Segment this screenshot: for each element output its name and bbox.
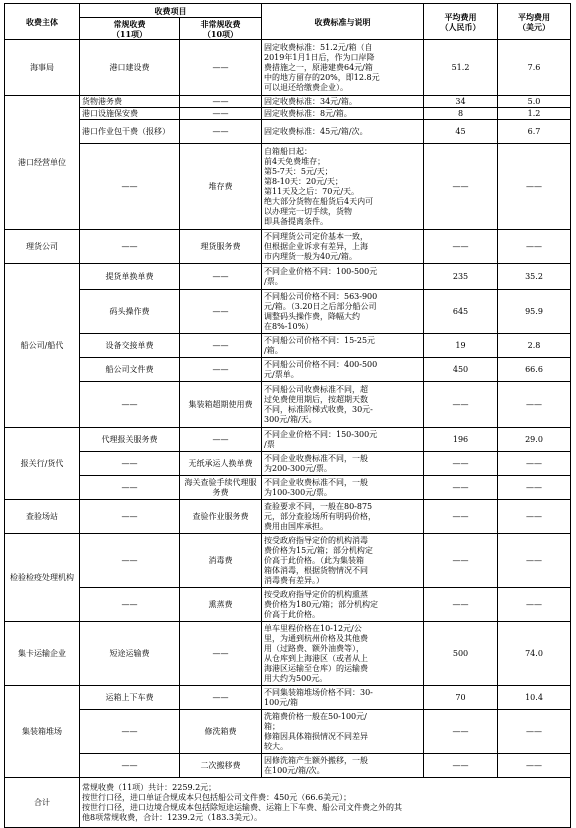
regular-fee-cell: 提货单换单费 xyxy=(80,264,180,290)
non-regular-fee-cell: —— xyxy=(180,120,262,144)
avg-rmb-cell: 8 xyxy=(424,108,498,120)
avg-usd-cell: —— xyxy=(498,754,571,778)
non-regular-fee-cell: 修洗箱费 xyxy=(180,710,262,754)
fee-description: 按受政府指导定价的机构消毒 费价格为15元/箱；部分机构定 价高于此价格。（此为集装箱 箱体消毒，根据货物情况不同 消毒费有差异。） xyxy=(262,534,424,588)
header-item-group: 收费项目 xyxy=(80,4,262,18)
table-row xyxy=(5,452,571,476)
avg-rmb-cell: 70 xyxy=(424,686,498,710)
non-regular-fee-cell: —— xyxy=(180,622,262,686)
avg-rmb-cell: 645 xyxy=(424,290,498,334)
fee-description: 自箱船日起： 前4天免费堆存； 第5-7天：5元/天； 第8-10天：20元/天； 第11天及之后：70元/天。 绝大部分货物在船货后4天内可 以办理完一切手续，货物 即具备提离条件。 xyxy=(262,144,424,230)
avg-usd-cell: —— xyxy=(498,500,571,534)
table-row xyxy=(5,358,571,382)
table-row xyxy=(5,144,571,230)
regular-fee-cell: 代理报关服务费 xyxy=(80,428,180,452)
fee-description: 洗箱费价格一般在50-100元/ 箱； 修箱因具体箱损情况不同差异 较大。 xyxy=(262,710,424,754)
avg-usd-cell: 66.6 xyxy=(498,358,571,382)
avg-usd-cell: —— xyxy=(498,588,571,622)
regular-fee-cell: —— xyxy=(80,476,180,500)
avg-usd-cell: 1.2 xyxy=(498,108,571,120)
avg-rmb-cell: 450 xyxy=(424,358,498,382)
non-regular-fee-cell: 无纸承运人换单费 xyxy=(180,452,262,476)
avg-usd-cell: 2.8 xyxy=(498,334,571,358)
avg-rmb-cell: —— xyxy=(424,588,498,622)
regular-fee-cell: —— xyxy=(80,500,180,534)
fee-description: 不同企业价格不同：100-500元 /票。 xyxy=(262,264,424,290)
subject-cell: 检验检疫处理机构 xyxy=(5,534,80,622)
fee-description: 不同船公司价格不同：400-500 元/票单。 xyxy=(262,358,424,382)
table-row xyxy=(5,754,571,778)
non-regular-fee-cell: 集装箱超期使用费 xyxy=(180,382,262,428)
regular-fee-cell: —— xyxy=(80,588,180,622)
non-regular-fee-cell: 海关查验手续代理服务费 xyxy=(180,476,262,500)
regular-fee-cell: 短途运输费 xyxy=(80,622,180,686)
table-row xyxy=(5,96,571,108)
avg-usd-cell: —— xyxy=(498,382,571,428)
fee-description: 固定收费标准：34元/箱。 xyxy=(262,96,424,108)
fee-description: 固定收费标准：51.2元/箱（自 2019年1月1日后，作为口岸降 费措施之一，原港建费64元/箱 中的地方留存的20%，即12.8元 可以退还给缴费企业）。 xyxy=(262,40,424,96)
avg-rmb-cell: —— xyxy=(424,500,498,534)
avg-rmb-cell: —— xyxy=(424,230,498,264)
non-regular-fee-cell: —— xyxy=(180,358,262,382)
fee-description: 不同集装箱堆场价格不同：30- 100元/箱 xyxy=(262,686,424,710)
avg-rmb-cell: 196 xyxy=(424,428,498,452)
avg-rmb-cell: —— xyxy=(424,476,498,500)
table-row xyxy=(5,264,571,290)
subject-cell: 海事局 xyxy=(5,40,80,96)
table-row xyxy=(5,710,571,754)
avg-rmb-cell: —— xyxy=(424,534,498,588)
avg-usd-cell: 6.7 xyxy=(498,120,571,144)
avg-rmb-cell: —— xyxy=(424,452,498,476)
table-row xyxy=(5,230,571,264)
fee-description: 不同船公司价格不同：15-25元 /箱。 xyxy=(262,334,424,358)
regular-fee-cell: 港口作业包干费（报移） xyxy=(80,120,180,144)
avg-usd-cell: 95.9 xyxy=(498,290,571,334)
subject-cell: 集装箱堆场 xyxy=(5,686,80,778)
non-regular-fee-cell: 消毒费 xyxy=(180,534,262,588)
table-row xyxy=(5,686,571,710)
header-avg-usd: 平均费用 （美元） xyxy=(498,4,571,40)
table-row xyxy=(5,500,571,534)
non-regular-fee-cell: 堆存费 xyxy=(180,144,262,230)
regular-fee-cell: 运箱上下车费 xyxy=(80,686,180,710)
regular-fee-cell: —— xyxy=(80,710,180,754)
non-regular-fee-cell: 查验作业服务费 xyxy=(180,500,262,534)
table-row xyxy=(5,476,571,500)
non-regular-fee-cell: 熏蒸费 xyxy=(180,588,262,622)
avg-rmb-cell: 500 xyxy=(424,622,498,686)
avg-usd-cell: —— xyxy=(498,230,571,264)
regular-fee-cell: 船公司文件费 xyxy=(80,358,180,382)
fee-description: 不同企业收费标准不同，一般 为100-300元/票。 xyxy=(262,476,424,500)
table-row xyxy=(5,428,571,452)
avg-rmb-cell: —— xyxy=(424,710,498,754)
avg-rmb-cell: 19 xyxy=(424,334,498,358)
fee-description: 不同企业收费标准不同，一般 为200-300元/票。 xyxy=(262,452,424,476)
table-row xyxy=(5,290,571,334)
total-label: 合计 xyxy=(5,778,80,828)
non-regular-fee-cell: —— xyxy=(180,96,262,108)
table-row xyxy=(5,120,571,144)
header-regular: 常规收费 （11项） xyxy=(80,18,180,40)
non-regular-fee-cell: —— xyxy=(180,264,262,290)
non-regular-fee-cell: —— xyxy=(180,40,262,96)
avg-usd-cell: 74.0 xyxy=(498,622,571,686)
non-regular-fee-cell: —— xyxy=(180,686,262,710)
avg-rmb-cell: 34 xyxy=(424,96,498,108)
regular-fee-cell: —— xyxy=(80,230,180,264)
avg-rmb-cell: —— xyxy=(424,382,498,428)
table-row xyxy=(5,588,571,622)
avg-usd-cell: —— xyxy=(498,452,571,476)
subject-cell: 查验场站 xyxy=(5,500,80,534)
regular-fee-cell: —— xyxy=(80,144,180,230)
regular-fee-cell: 港口设施保安费 xyxy=(80,108,180,120)
non-regular-fee-cell: —— xyxy=(180,428,262,452)
avg-usd-cell: 5.0 xyxy=(498,96,571,108)
fee-description: 单车里程价格在10-12元/公 里，为通到杭州价格及其他费 用（过路费、额外油费等）， 从仓库到上海港区（或者从上 海港区运输至仓库）的运输费 用大约为500元。 xyxy=(262,622,424,686)
avg-usd-cell: —— xyxy=(498,476,571,500)
table-row xyxy=(5,534,571,588)
avg-usd-cell: 35.2 xyxy=(498,264,571,290)
avg-usd-cell: 10.4 xyxy=(498,686,571,710)
avg-usd-cell: 29.0 xyxy=(498,428,571,452)
regular-fee-cell: 港口建设费 xyxy=(80,40,180,96)
non-regular-fee-cell: —— xyxy=(180,334,262,358)
header-standard: 收费标准与说明 xyxy=(262,4,424,40)
total-summary: 常规收费（11项）共计：2259.2元； 按世行口径，进口单证合规成本只包括船公司文件费：450元（66.6美元）； 按世行口径，进口边境合规成本包括除短途运输费、运箱上下车费、船公司文件费之外的其 他8项常规收费，合计：1239.2元（183.3美元）。 xyxy=(80,778,571,828)
fee-table xyxy=(4,3,571,828)
subject-cell: 理货公司 xyxy=(5,230,80,264)
avg-usd-cell: —— xyxy=(498,710,571,754)
header-subject: 收费主体 xyxy=(5,4,80,40)
fee-description: 固定收费标准：8元/箱。 xyxy=(262,108,424,120)
table-row xyxy=(5,382,571,428)
regular-fee-cell: —— xyxy=(80,534,180,588)
non-regular-fee-cell: 二次搬移费 xyxy=(180,754,262,778)
non-regular-fee-cell: —— xyxy=(180,290,262,334)
non-regular-fee-cell: 理货服务费 xyxy=(180,230,262,264)
avg-usd-cell: —— xyxy=(498,144,571,230)
regular-fee-cell: —— xyxy=(80,452,180,476)
fee-description: 不同理货公司定价基本一致， 但根据企业诉求有差异，上海 市内理货一般为40元/箱。 xyxy=(262,230,424,264)
avg-rmb-cell: 235 xyxy=(424,264,498,290)
fee-description: 因修洗箱产生额外搬移，一般 在100元/箱/次。 xyxy=(262,754,424,778)
fee-description: 不同企业价格不同：150-300元 /票 xyxy=(262,428,424,452)
table-row xyxy=(5,40,571,96)
non-regular-fee-cell: —— xyxy=(180,108,262,120)
subject-cell: 船公司/船代 xyxy=(5,264,80,428)
regular-fee-cell: —— xyxy=(80,754,180,778)
subject-cell: 集卡运输企业 xyxy=(5,622,80,686)
fee-description: 固定收费标准：45元/箱/次。 xyxy=(262,120,424,144)
avg-rmb-cell: 51.2 xyxy=(424,40,498,96)
subject-cell: 港口经营单位 xyxy=(5,96,80,230)
table-row xyxy=(5,622,571,686)
fee-description: 不同船公司价格不同：563-900 元/箱。（3.20日之后部分船公司 调整码头操作费，降幅大约 在8%-10%） xyxy=(262,290,424,334)
avg-rmb-cell: —— xyxy=(424,754,498,778)
header-non-regular: 非常规收费 （10项） xyxy=(180,18,262,40)
avg-rmb-cell: 45 xyxy=(424,120,498,144)
fee-description: 查验要求不同，一般在80-875 元，部分查验场所有明码价格， 费用由国库承担。 xyxy=(262,500,424,534)
total-row xyxy=(5,778,571,828)
avg-usd-cell: 7.6 xyxy=(498,40,571,96)
regular-fee-cell: 码头操作费 xyxy=(80,290,180,334)
regular-fee-cell: —— xyxy=(80,382,180,428)
avg-usd-cell: —— xyxy=(498,534,571,588)
subject-cell: 报关行/货代 xyxy=(5,428,80,500)
table-row xyxy=(5,108,571,120)
regular-fee-cell: 设备交接单费 xyxy=(80,334,180,358)
header-avg-rmb: 平均费用 （人民币） xyxy=(424,4,498,40)
regular-fee-cell: 货物港务费 xyxy=(80,96,180,108)
avg-rmb-cell: —— xyxy=(424,144,498,230)
fee-description: 不同船公司收费标准不同，超 过免费使用期后，按超期天数 不同，标准阶梯式收费，30元- 300元/箱/天。 xyxy=(262,382,424,428)
table-row xyxy=(5,334,571,358)
fee-description: 按受政府指导定价的机构熏蒸 费价格为180元/箱；部分机构定 价高于此价格。 xyxy=(262,588,424,622)
